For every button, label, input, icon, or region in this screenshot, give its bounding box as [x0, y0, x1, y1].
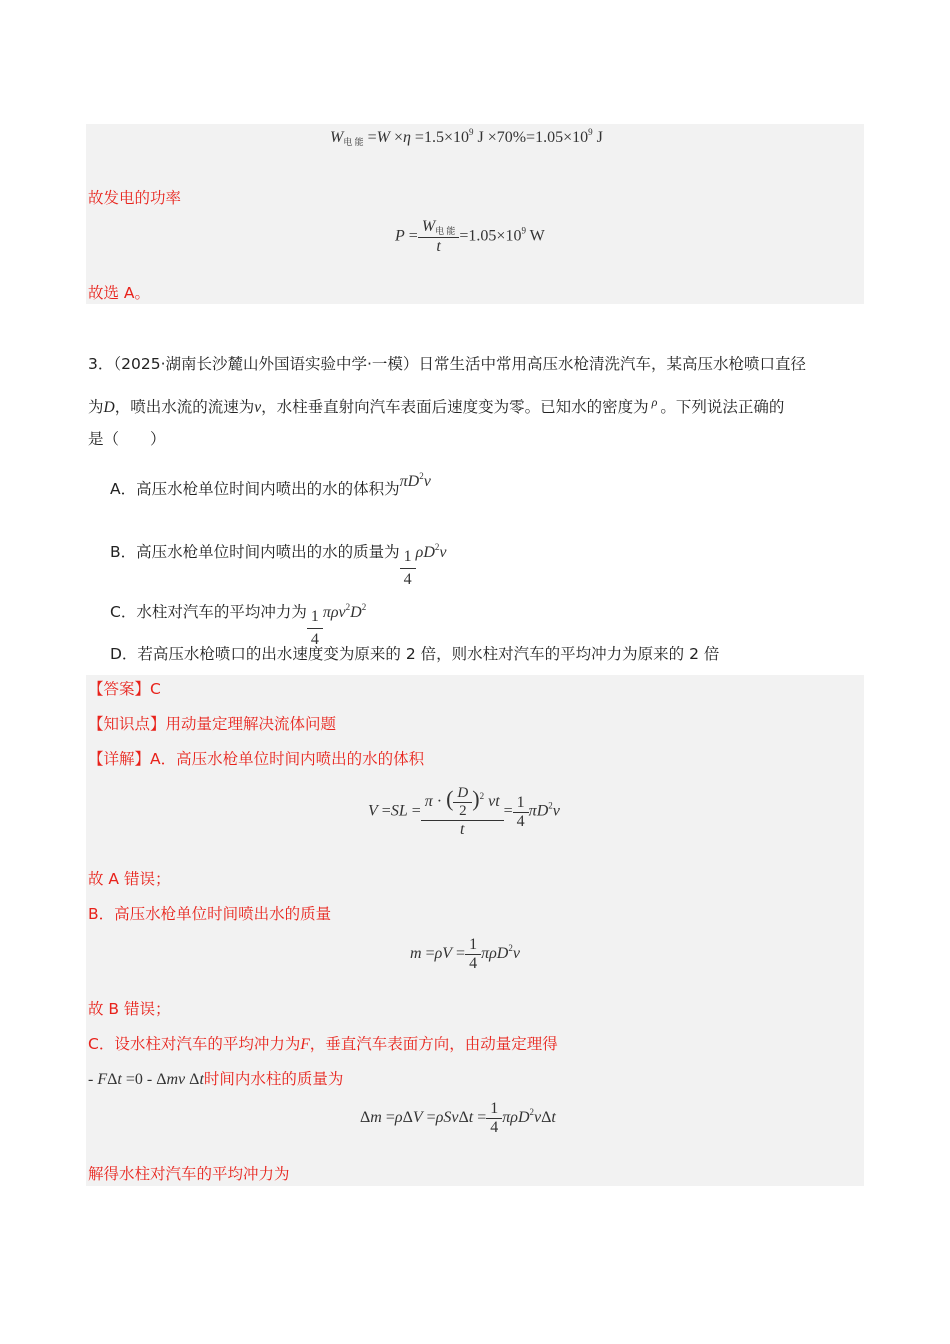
option-a-formula: $\pi D^2v$ [399, 471, 431, 490]
symbol-v: v [254, 399, 262, 416]
c-time-text: 时间内水柱的质量为 [203, 1070, 344, 1088]
impulse-line [88, 1068, 343, 1091]
question-stem-1: 日常生活中常用高压水枪清洗汽车，某高压水枪喷口直径 [418, 355, 806, 373]
symbol-D: D [103, 399, 115, 416]
question-line-3: 是（ ） [88, 430, 166, 448]
formula-volume: V =SL = π · ( $\frac{D}{2}$ )$^2$ vt t = $\frac{1}{4}$ $\pi D^2v$ [368, 785, 560, 838]
question-line-2 [88, 391, 784, 419]
option-b-text: B．高压水枪单位时间内喷出的水的质量为 [110, 543, 400, 561]
formula-mass: m =ρV = $\frac{1}{4}$ πρD$^2$v [410, 936, 520, 972]
formula-delta-mass: Δm =ρΔV =ρSvΔt = $\frac{1}{4}$ πρD$^2$vΔt [360, 1100, 556, 1136]
option-c-text: C．水柱对汽车的平均冲力为 [110, 603, 307, 621]
solution-panel-top [86, 124, 864, 304]
knowledge-label: 【知识点】用动量定理解决流体问题 [88, 715, 337, 733]
a-wrong: 故 A 错误； [88, 870, 171, 888]
c-label [88, 1033, 558, 1056]
option-b-formula: $\frac{1}{4}$ $\rho D^2v$ [400, 544, 447, 561]
detail-label: 【详解】A．高压水枪单位时间内喷出的水的体积 [88, 750, 425, 768]
question-source: （2025·湖南长沙麓山外国语实验中学·一模） [113, 355, 419, 373]
b-label: B．高压水枪单位时间喷出水的质量 [88, 905, 332, 923]
formula-impulse: - FΔt =0 - Δmv Δt [88, 1071, 204, 1088]
stem-text: 为 [88, 398, 104, 416]
formula-electric-energy: $W_{电 能} =W \times\eta =1.5\times 10^9$ $J \times 70\%=1.05\times 10^9$ J [330, 127, 603, 147]
question-line-1 [88, 353, 806, 375]
c-label-text: ，垂直汽车表面方向，由动量定理得 [309, 1035, 558, 1053]
solve-label: 解得水柱对汽车的平均冲力为 [88, 1165, 290, 1183]
symbol-rho: ρ [651, 395, 658, 409]
option-a-text: A．高压水枪单位时间内喷出的水的体积为 [110, 480, 400, 498]
stem-text: ，水柱垂直射向汽车表面后速度变为零。已知水的密度为 [261, 398, 649, 416]
option-b[interactable] [110, 536, 446, 591]
question-number: 3． [88, 355, 114, 373]
c-label-text: C．设水柱对汽车的平均冲力为 [88, 1035, 301, 1053]
symbol-F: F [300, 1036, 310, 1053]
stem-text: ，喷出水流的流速为 [114, 398, 255, 416]
stem-text: 。下列说法正确的 [660, 398, 785, 416]
option-a[interactable] [110, 473, 431, 501]
formula-power: P = $\frac{W_{电 能}}{t}$ $=1.05\times 10^9$ W [395, 218, 545, 255]
option-d[interactable]: D．若高压水枪喷口的出水速度变为原来的 2 倍，则水柱对汽车的平均冲力为原来的 2 倍 [110, 645, 720, 663]
choice-text: 故选 A。 [88, 284, 151, 302]
b-wrong: 故 B 错误； [88, 1000, 171, 1018]
power-label: 故发电的功率 [88, 189, 182, 207]
option-c-formula: $\frac{1}{4}$ $\pi\rho v^2D^2$ [307, 604, 366, 621]
answer-label: 【答案】C [88, 680, 161, 698]
